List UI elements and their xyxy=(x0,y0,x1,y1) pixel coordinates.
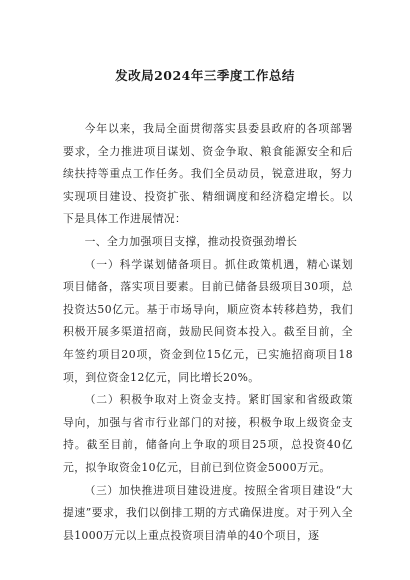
paragraph-item-1: （一）科学谋划储备项目。抓住政策机遇，精心谋划项目储备，落实项目要素。目前已储备县级项目30项，总投资达50亿元。基于市场导向，顺应资本转移趋势，我们积极开展多渠道招商，鼓励民间资本投入。截至目前，全年签约项目20项，资金到位15亿元，已实施招商项目18项，到位资金12亿元，同比增长20%。 xyxy=(63,257,353,384)
section-heading-1: 一、全力加强项目支撑，推动投资强劲增长 xyxy=(84,234,298,248)
document-title: 发改局2024年三季度工作总结 xyxy=(115,68,295,83)
document-body xyxy=(63,118,353,547)
paragraph-intro: 今年以来，我局全面贯彻落实县委县政府的各项部署要求，全力推进项目谋划、资金争取、粮食能源安全和后续扶持等重点工作任务。我们全员动员，锐意进取，努力实现项目建设、投资扩张、精细调度和经济稳定增长。以下是具体工作进展情况： xyxy=(63,122,353,226)
paragraph-item-3: （三）加快推进项目建设进度。按照全省项目建设“大提速”要求，我们以倒排工期的方式确保进度。对于列入全县1000万元以上重点投资项目清单的40个项目，逐 xyxy=(63,483,353,542)
paragraph-item-2: （二）积极争取对上资金支持。紧盯国家和省级政策导向，加强与省市行业部门的对接，积极争取上级资金支持。截至目前，储备向上争取的项目25项，总投资40亿元，拟争取资金10亿元，目前已到位资金5000万元。 xyxy=(63,393,353,474)
